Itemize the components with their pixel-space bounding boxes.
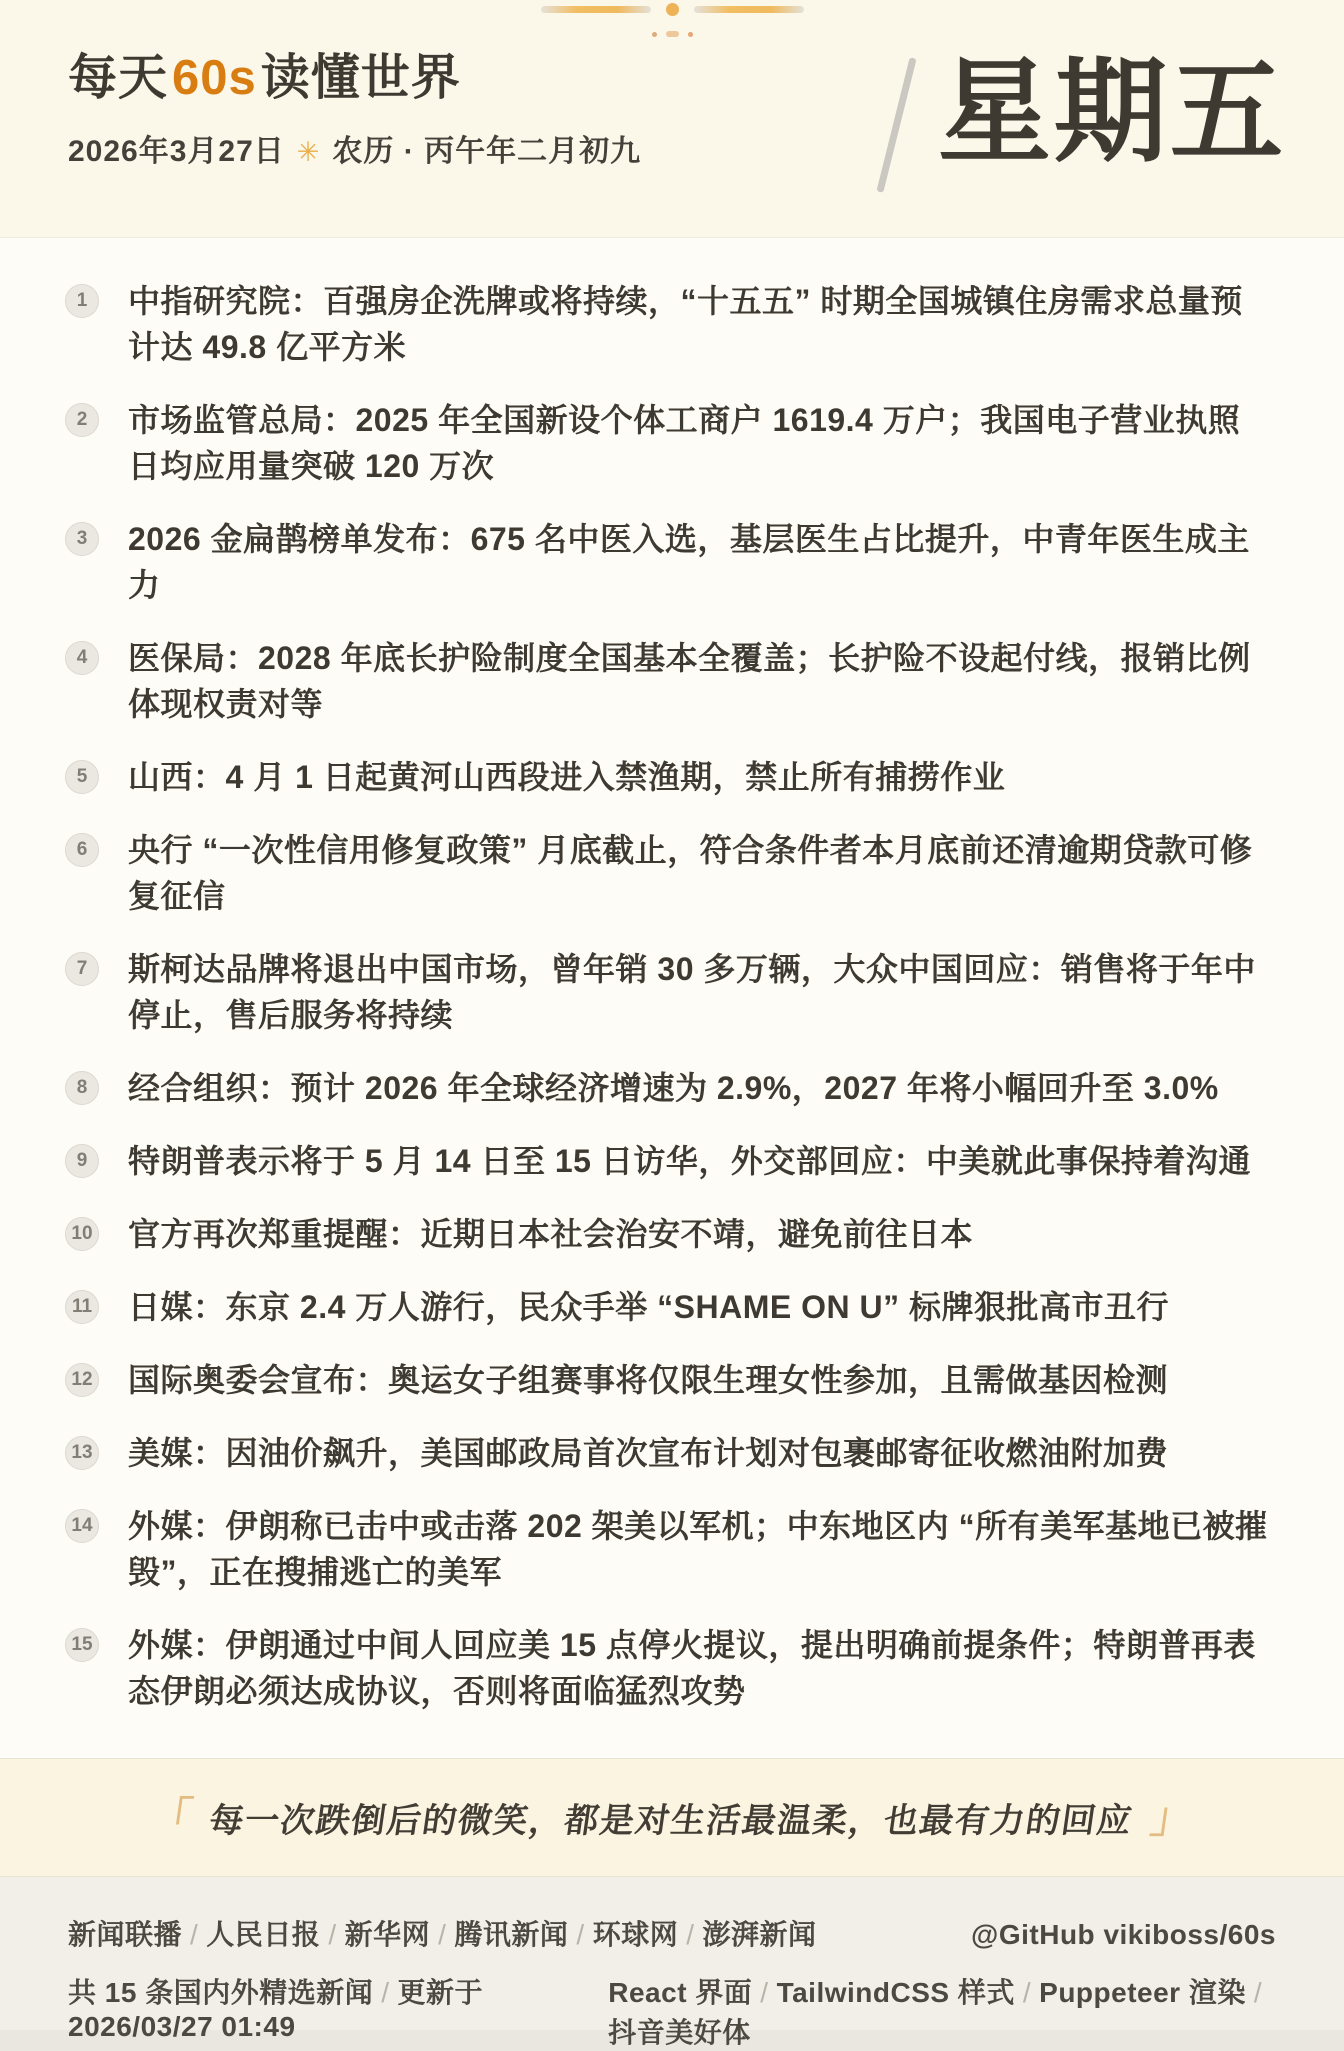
news-item xyxy=(65,1430,1272,1476)
quote-text: 每一次跌倒后的微笑，都是对生活最温柔，也最有力的回应 xyxy=(207,1802,1136,1840)
ornament-left-line xyxy=(541,6,651,13)
news-count: 共 15 条国内外精选新闻 xyxy=(68,1977,374,2008)
ornament-right-line xyxy=(694,6,804,13)
item-text: 日媒：东京 2.4 万人游行，民众手举 “SHAME ON U” 标牌狠批高市丑行 xyxy=(128,1289,1170,1325)
item-text: 经合组织：预计 2026 年全球经济增速为 2.9%，2027 年将小幅回升至 3.0% xyxy=(128,1070,1219,1106)
footer-separator: / xyxy=(1022,1977,1032,2008)
title-60s-highlight: 60s xyxy=(172,51,257,105)
news-item xyxy=(65,516,1272,608)
quote-line xyxy=(147,1793,1197,1842)
ornament-center-dot xyxy=(666,3,679,16)
ornament-dots xyxy=(652,31,693,37)
header xyxy=(0,0,1344,237)
gregorian-date: 2026年3月27日 xyxy=(68,135,285,169)
news-item xyxy=(65,1065,1272,1111)
ornament-small-dot-left xyxy=(652,32,657,37)
footer xyxy=(0,1877,1344,2048)
ornament-line-row xyxy=(541,3,804,16)
item-number-badge: 13 xyxy=(65,1436,99,1470)
footer-row-2 xyxy=(68,1971,1276,2051)
item-number-badge: 3 xyxy=(65,522,99,556)
news-item xyxy=(65,635,1272,727)
footer-list-item: 环球网 xyxy=(592,1919,679,1950)
footer-separator: / xyxy=(328,1919,337,1950)
footer-list-item: TailwindCSS 样式 xyxy=(776,1977,1015,2008)
item-number-badge: 6 xyxy=(65,833,99,867)
top-ornament xyxy=(0,3,1344,37)
header-right xyxy=(893,50,1286,194)
item-text: 官方再次郑重提醒：近期日本社会治安不靖，避免前往日本 xyxy=(128,1216,974,1252)
header-left xyxy=(68,50,641,194)
item-text: 特朗普表示将于 5 月 14 日至 15 日访华，外交部回应：中美就此事保持着沟通 xyxy=(128,1143,1251,1179)
item-number-badge: 7 xyxy=(65,952,99,986)
item-text: 美媒：因油价飙升，美国邮政局首次宣布计划对包裹邮寄征收燃油附加费 xyxy=(128,1435,1169,1471)
news-item xyxy=(65,1357,1272,1403)
asterisk-icon: ✳ xyxy=(296,137,321,168)
footer-list-item: Puppeteer 渲染 xyxy=(1039,1977,1246,2008)
summary-separator: / xyxy=(381,1977,390,2008)
item-number-badge: 11 xyxy=(65,1290,99,1324)
weekday-label: 星期五 xyxy=(938,49,1286,175)
item-number-badge: 14 xyxy=(65,1509,99,1543)
item-text: 山西：4 月 1 日起黄河山西段进入禁渔期，禁止所有捕捞作业 xyxy=(128,759,1006,795)
item-text: 外媒：伊朗称已击中或击落 202 架美以军机；中东地区内 “所有美军基地已被摧毁”，正在搜捕逃亡的美军 xyxy=(128,1508,1268,1590)
quote-section xyxy=(0,1758,1344,1877)
footer-list-item: 抖音美好体 xyxy=(608,2017,751,2048)
item-text: 斯柯达品牌将退出中国市场，曾年销 30 多万辆，大众中国回应：销售将于年中停止，售后服务将持续 xyxy=(128,951,1256,1033)
item-number-badge: 5 xyxy=(65,760,99,794)
item-text: 国际奥委会宣布：奥运女子组赛事将仅限生理女性参加，且需做基因检测 xyxy=(128,1362,1169,1398)
news-item xyxy=(65,1138,1272,1184)
footer-separator: / xyxy=(438,1919,447,1950)
tech-credits xyxy=(608,1971,1276,2051)
news-item xyxy=(65,397,1272,489)
title-suffix: 读懂世界 xyxy=(260,51,461,105)
news-item xyxy=(65,946,1272,1038)
item-number-badge: 12 xyxy=(65,1363,99,1397)
slash-divider xyxy=(876,57,916,193)
footer-separator: / xyxy=(1253,1977,1263,2008)
lunar-date: 农历 · 丙午年二月初九 xyxy=(332,135,642,169)
quote-open-bracket: 「 xyxy=(147,1793,196,1841)
footer-separator: / xyxy=(190,1919,199,1950)
footer-list-item: 人民日报 xyxy=(206,1919,321,1950)
news-item xyxy=(65,1622,1272,1714)
ornament-small-pill xyxy=(666,31,679,37)
item-text: 外媒：伊朗通过中间人回应美 15 点停火提议，提出明确前提条件；特朗普再表态伊朗必须达成协议，否则将面临猛烈攻势 xyxy=(128,1627,1256,1709)
news-item xyxy=(65,1284,1272,1330)
footer-list-item: 新闻联播 xyxy=(68,1919,183,1950)
item-number-badge: 8 xyxy=(65,1071,99,1105)
item-text: 2026 金扁鹊榜单发布：675 名中医入选，基层医生占比提升，中青年医生成主力 xyxy=(128,521,1250,603)
news-item xyxy=(65,1503,1272,1595)
news-sources xyxy=(68,1913,817,1953)
updated-at: 更新于 2026/03/27 01:49 xyxy=(68,1977,484,2042)
item-text: 医保局：2028 年底长护险制度全国基本全覆盖；长护险不设起付线，报销比例体现权责对等 xyxy=(128,640,1251,722)
item-number-badge: 2 xyxy=(65,403,99,437)
footer-list-item: 澎湃新闻 xyxy=(702,1919,817,1950)
summary-line xyxy=(68,1971,608,2043)
item-number-badge: 15 xyxy=(65,1628,99,1662)
item-text: 中指研究院：百强房企洗牌或将持续，“十五五” 时期全国城镇住房需求总量预计达 49.8 亿平方米 xyxy=(128,283,1243,365)
footer-list-item: React 界面 xyxy=(608,1977,753,2008)
news-item xyxy=(65,278,1272,370)
item-number-badge: 9 xyxy=(65,1144,99,1178)
news-list xyxy=(0,237,1344,1758)
footer-list-item: 腾讯新闻 xyxy=(454,1919,569,1950)
ornament-small-dot-right xyxy=(688,32,693,37)
footer-separator: / xyxy=(760,1977,769,2008)
footer-separator: / xyxy=(686,1919,695,1950)
item-number-badge: 10 xyxy=(65,1217,99,1251)
item-number-badge: 4 xyxy=(65,641,99,675)
footer-separator: / xyxy=(576,1919,585,1950)
item-text: 市场监管总局：2025 年全国新设个体工商户 1619.4 万户；我国电子营业执照日均应用量突破 120 万次 xyxy=(128,402,1241,484)
page-title xyxy=(68,50,641,106)
item-text: 央行 “一次性信用修复政策” 月底截止，符合条件者本月底前还清逾期贷款可修复征信 xyxy=(128,832,1253,914)
news-item xyxy=(65,827,1272,919)
news-item xyxy=(65,1211,1272,1257)
item-number-badge: 1 xyxy=(65,284,99,318)
footer-list-item: 新华网 xyxy=(344,1919,431,1950)
footer-row-1 xyxy=(68,1913,1276,1953)
quote-close-bracket: 」 xyxy=(1148,1793,1197,1841)
news-item xyxy=(65,754,1272,800)
title-prefix: 每天 xyxy=(68,51,169,105)
github-credit: @GitHub vikiboss/60s xyxy=(971,1919,1276,1950)
date-line xyxy=(68,126,641,170)
